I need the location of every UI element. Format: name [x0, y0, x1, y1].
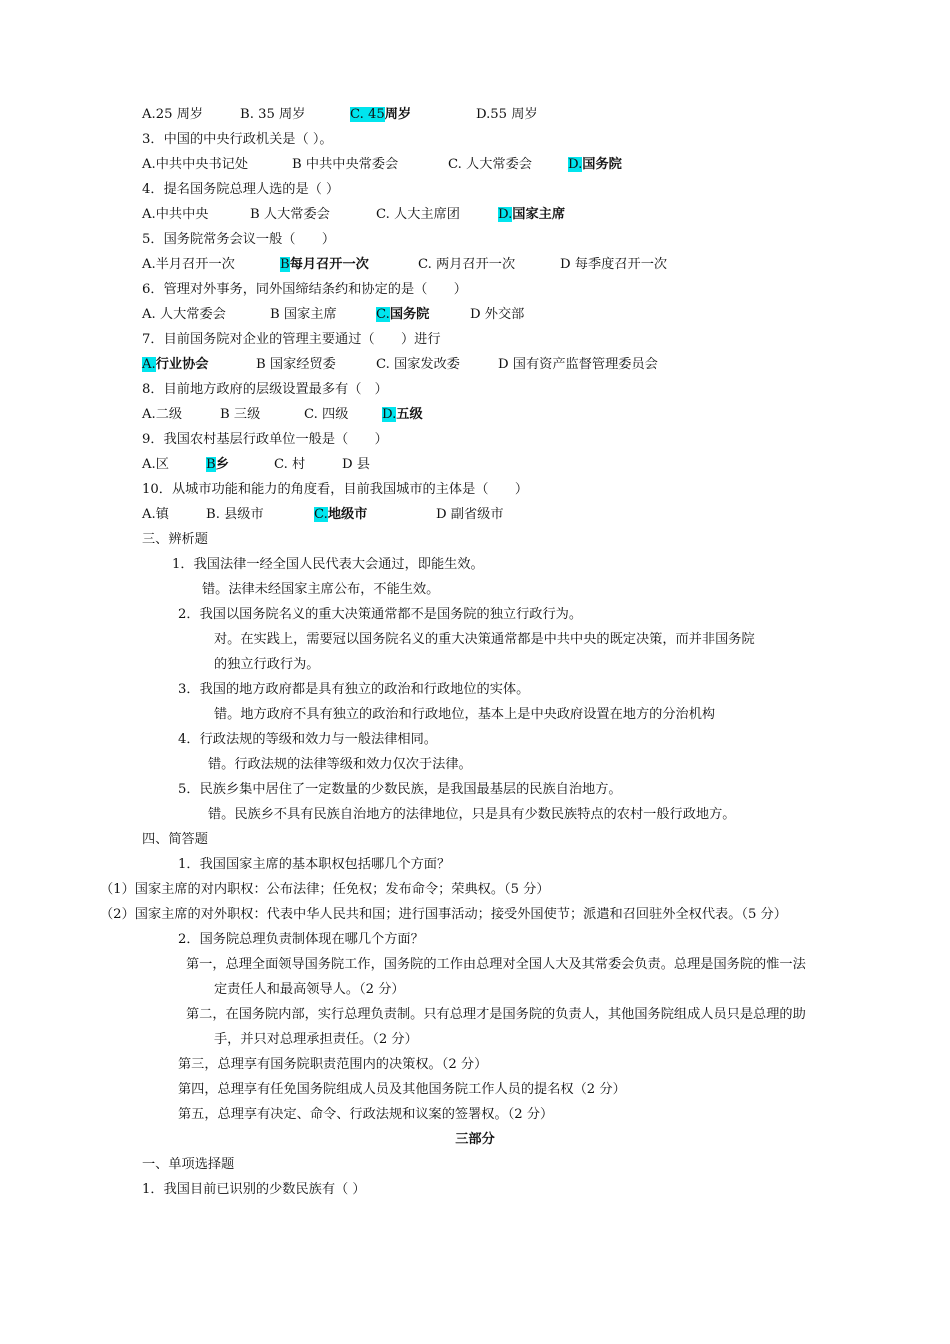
option-b: B 国家经贸委 [256, 357, 336, 372]
option-d-correct: D.国家主席 [498, 207, 566, 222]
option-b: B 中共中央常委会 [292, 157, 399, 172]
analysis-answer-1: 错。法律未经国家主席公布，不能生效。 [202, 582, 440, 597]
option-a: A.二级 [142, 407, 183, 422]
option-b: B 三级 [220, 407, 261, 422]
option-a: A.25 周岁 [142, 107, 204, 122]
option-d-correct: D.国务院 [568, 157, 622, 172]
analysis-question-2: 2．我国以国务院名义的重大决策通常都不是国务院的独立行政行为。 [178, 607, 583, 622]
option-b-correct: B乡 [206, 457, 229, 472]
option-b: B. 县级市 [206, 507, 264, 522]
option-c: C. 两月召开一次 [418, 257, 516, 272]
option-c-correct: C.地级市 [314, 507, 368, 522]
short-answer-question-2: 2．国务院总理负责制体现在哪几个方面？ [178, 932, 424, 947]
option-c-correct: C. 45周岁 [350, 107, 412, 122]
option-a: A.半月召开一次 [142, 257, 235, 272]
option-d: D 每季度召开一次 [560, 257, 668, 272]
question-6: 6．管理对外事务，同外国缔结条约和协定的是（ ） [142, 282, 467, 297]
analysis-answer-4: 错。行政法规的法律等级和效力仅次于法律。 [208, 757, 472, 772]
option-a-correct: A.行业协会 [142, 357, 209, 372]
analysis-question-1: 1．我国法律一经全国人民代表大会通过，即能生效。 [172, 557, 484, 572]
option-c: C. 人大常委会 [448, 157, 532, 172]
analysis-answer-2-line-2: 的独立行政行为。 [214, 657, 320, 672]
option-c-correct: C.国务院 [376, 307, 430, 322]
option-b-correct: B每月召开一次 [280, 257, 369, 272]
analysis-answer-5: 错。民族乡不具有民族自治地方的法律地位，只是具有少数民族特点的农村一般行政地方。 [208, 807, 736, 822]
question-9: 9．我国农村基层行政单位一般是（ ） [142, 432, 388, 447]
section-title-analysis: 三、辨析题 [142, 532, 208, 547]
short-answer-question-1: 1．我国国家主席的基本职权包括哪几个方面？ [178, 857, 451, 872]
analysis-answer-3: 错。地方政府不具有独立的政治和行政地位，基本上是中央政府设置在地方的分治机构 [214, 707, 716, 722]
option-a: A.区 [142, 457, 169, 472]
question-7: 7．目前国务院对企业的管理主要通过（ ）进行 [142, 332, 441, 347]
analysis-question-5: 5．民族乡集中居住了一定数量的少数民族，是我国最基层的民族自治地方。 [178, 782, 622, 797]
option-c: C. 四级 [304, 407, 349, 422]
section-title-single-choice: 一、单项选择题 [142, 1157, 235, 1172]
single-choice-question-1: 1．我国目前已识别的少数民族有（ ） [142, 1182, 366, 1197]
short-answer-1-point-2: （2）国家主席的对外职权：代表中华人民共和国；进行国事活动；接受外国使节；派遣和召回驻外全权代表。（5 分） [100, 907, 787, 922]
analysis-answer-2-line-1: 对。在实践上，需要冠以国务院名义的重大决策通常都是中共中央的既定决策，而并非国务院 [214, 632, 755, 647]
part-title: 三部分 [455, 1132, 495, 1147]
section-title-short-answer: 四、简答题 [142, 832, 208, 847]
short-answer-2-point-1-line-2: 定责任人和最高领导人。（2 分） [214, 982, 405, 997]
option-a: A.中共中央 [142, 207, 209, 222]
analysis-question-4: 4．行政法规的等级和效力与一般法律相同。 [178, 732, 437, 747]
option-d: D 县 [342, 457, 370, 472]
short-answer-2-point-1-line-1: 第一，总理全面领导国务院工作，国务院的工作由总理对全国人大及其常委会负责。总理是国务院的惟一法 [186, 957, 806, 972]
option-a: A.中共中央书记处 [142, 157, 249, 172]
option-c: C. 人大主席团 [376, 207, 460, 222]
option-b: B. 35 周岁 [240, 107, 306, 122]
option-c: C. 村 [274, 457, 306, 472]
short-answer-2-point-2-line-2: 手，并只对总理承担责任。（2 分） [214, 1032, 418, 1047]
short-answer-2-point-2-line-1: 第二，在国务院内部，实行总理负责制。只有总理才是国务院的负责人，其他国务院组成人员只是总理的助 [186, 1007, 806, 1022]
option-d: D.55 周岁 [476, 107, 538, 122]
question-10: 10．从城市功能和能力的角度看，目前我国城市的主体是（ ） [142, 482, 529, 497]
question-3: 3．中国的中央行政机关是（ ）。 [142, 132, 333, 147]
option-a: A.镇 [142, 507, 169, 522]
short-answer-1-point-1: （1）国家主席的对内职权：公布法律；任免权；发布命令；荣典权。（5 分） [100, 882, 550, 897]
option-d: D 外交部 [470, 307, 525, 322]
option-a: A. 人大常委会 [142, 307, 226, 322]
option-d: D 国有资产监督管理委员会 [498, 357, 658, 372]
option-b: B 人大常委会 [250, 207, 330, 222]
option-c: C. 国家发改委 [376, 357, 460, 372]
option-b: B 国家主席 [270, 307, 337, 322]
short-answer-2-point-4: 第四，总理享有任免国务院组成人员及其他国务院工作人员的提名权（2 分） [178, 1082, 626, 1097]
question-8: 8．目前地方政府的层级设置最多有（ ） [142, 382, 388, 397]
question-4: 4．提名国务院总理人选的是（ ） [142, 182, 340, 197]
short-answer-2-point-5: 第五，总理享有决定、命令、行政法规和议案的签署权。（2 分） [178, 1107, 554, 1122]
option-d: D 副省级市 [436, 507, 504, 522]
option-d-correct: D.五级 [382, 407, 423, 422]
short-answer-2-point-3: 第三，总理享有国务院职责范围内的决策权。（2 分） [178, 1057, 488, 1072]
analysis-question-3: 3．我国的地方政府都是具有独立的政治和行政地位的实体。 [178, 682, 530, 697]
question-5: 5．国务院常务会议一般（ ） [142, 232, 336, 247]
